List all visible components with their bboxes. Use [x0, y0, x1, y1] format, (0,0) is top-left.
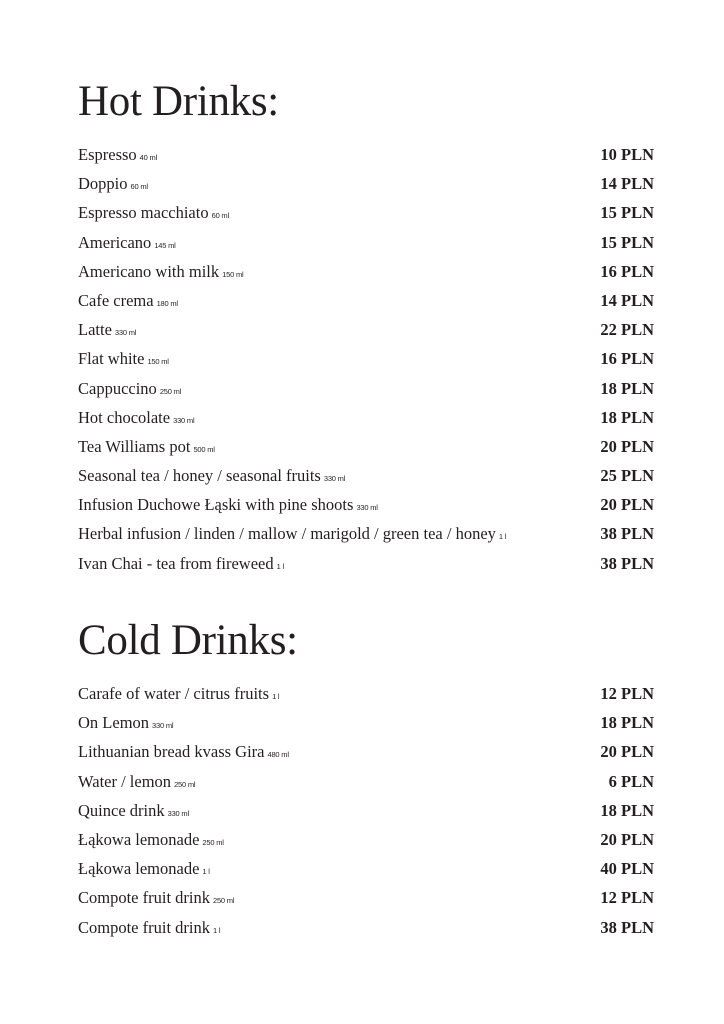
item-price: 14 PLN [600, 290, 654, 310]
item-name: Flat white [78, 349, 145, 369]
item-name: Carafe of water / citrus fruits [78, 684, 270, 703]
menu-item-label [78, 684, 279, 704]
menu-item [78, 830, 654, 859]
menu-item [78, 174, 654, 203]
item-volume: 480 ml [267, 750, 289, 760]
cold-drinks-section [78, 619, 654, 947]
menu-item-label [78, 262, 243, 282]
menu-item-label [78, 174, 148, 194]
hot-drinks-title: Hot Drinks: [78, 78, 279, 125]
menu-item-label [78, 466, 345, 486]
item-name: Doppio [78, 174, 128, 194]
item-name: Compote fruit drink [78, 917, 210, 937]
item-price: 40 PLN [600, 859, 654, 879]
item-name: Łąkowa lemonade [78, 859, 200, 879]
item-price: 20 PLN [600, 742, 654, 762]
item-volume: 150 ml [222, 269, 244, 279]
item-volume: 180 ml [156, 298, 178, 308]
item-price: 38 PLN [600, 917, 654, 937]
item-volume: 40 ml [139, 153, 158, 162]
menu-item [78, 888, 654, 917]
menu-item-label [78, 437, 215, 457]
item-volume: 330 ml [167, 808, 189, 818]
hot-drinks-list [78, 145, 654, 583]
menu-item [78, 379, 654, 408]
item-price: 15 PLN [600, 232, 654, 252]
item-price: 10 PLN [600, 145, 654, 164]
item-price: 14 PLN [600, 174, 654, 194]
item-price: 6 PLN [608, 771, 654, 791]
menu-item [78, 408, 654, 437]
item-volume: 1 l [272, 692, 280, 701]
menu-item [78, 554, 654, 583]
menu-item [78, 684, 654, 713]
cold-drinks-list [78, 684, 654, 947]
item-name: Seasonal tea / honey / seasonal fruits [78, 466, 321, 486]
menu-item-label [78, 349, 169, 369]
item-name: Water / lemon [78, 771, 172, 791]
menu-item-label [78, 320, 136, 340]
menu-item [78, 291, 654, 320]
item-price: 18 PLN [600, 407, 654, 427]
item-volume: 250 ml [202, 837, 224, 847]
item-price: 16 PLN [600, 261, 654, 281]
item-name: On Lemon [78, 713, 150, 733]
item-price: 38 PLN [600, 524, 654, 544]
item-price: 15 PLN [600, 203, 654, 223]
item-volume: 250 ml [212, 896, 235, 906]
menu-item [78, 801, 654, 830]
item-name: Espresso macchiato [78, 203, 209, 223]
item-volume: 330 ml [114, 328, 137, 338]
menu-item [78, 233, 654, 262]
item-volume: 330 ml [173, 415, 195, 425]
menu-item [78, 742, 654, 771]
menu-item-label [78, 772, 195, 792]
menu-item-label [78, 291, 178, 311]
item-name: Tea Williams pot [78, 436, 191, 456]
menu-item-label [78, 859, 210, 879]
item-name: Quince drink [78, 800, 165, 820]
item-price: 18 PLN [600, 800, 654, 820]
menu-item [78, 918, 654, 947]
item-name: Infusion Duchowe Łąski with pine shoots [78, 495, 354, 515]
menu-item-label [78, 830, 224, 850]
item-name: Hot chocolate [78, 407, 171, 427]
item-volume: 330 ml [356, 503, 378, 513]
item-price: 20 PLN [600, 436, 654, 456]
menu-item-label [78, 888, 234, 908]
menu-item [78, 713, 654, 742]
item-volume: 1 l [498, 532, 507, 542]
item-price: 20 PLN [600, 829, 654, 849]
item-name: Espresso [78, 145, 137, 164]
item-volume: 500 ml [193, 444, 215, 454]
item-volume: 250 ml [174, 779, 196, 789]
menu-item-label [78, 918, 220, 938]
item-price: 12 PLN [600, 888, 654, 908]
item-name: Americano [78, 232, 152, 252]
item-name: Łąkowa lemonade [78, 829, 200, 849]
item-volume: 60 ml [130, 182, 148, 192]
menu-item [78, 145, 654, 174]
item-price: 22 PLN [600, 320, 654, 340]
menu-item [78, 437, 654, 466]
item-volume: 150 ml [147, 357, 169, 367]
item-name: Lithuanian bread kvass Gira [78, 742, 265, 762]
menu-item [78, 203, 654, 232]
item-name: Ivan Chai - tea from fireweed [78, 553, 274, 573]
item-volume: 1 l [276, 561, 284, 571]
item-name: Compote fruit drink [78, 888, 210, 908]
item-volume: 145 ml [154, 240, 176, 250]
menu-item-label [78, 742, 289, 762]
item-volume: 60 ml [211, 211, 229, 221]
item-price: 25 PLN [600, 466, 654, 486]
menu-item-label [78, 145, 157, 165]
menu-item [78, 524, 654, 553]
menu-item-label [78, 713, 173, 733]
item-volume: 330 ml [323, 474, 346, 484]
item-price: 12 PLN [600, 684, 654, 703]
item-volume: 1 l [212, 925, 221, 935]
item-name: Latte [78, 320, 112, 340]
menu-item-label [78, 524, 506, 544]
item-name: Herbal infusion / linden / mallow / marigold / green tea / honey [78, 524, 496, 544]
menu-item [78, 262, 654, 291]
menu-item [78, 466, 654, 495]
cold-drinks-title: Cold Drinks: [78, 617, 298, 664]
menu-item [78, 772, 654, 801]
menu-item-label [78, 801, 189, 821]
item-name: Cafe crema [78, 290, 154, 310]
item-volume: 250 ml [159, 386, 182, 396]
item-volume: 1 l [202, 867, 210, 877]
menu-item [78, 859, 654, 888]
item-price: 18 PLN [600, 713, 654, 733]
menu-item-label [78, 233, 176, 253]
hot-drinks-section [78, 80, 654, 583]
menu-item-label [78, 203, 229, 223]
item-price: 18 PLN [600, 378, 654, 398]
menu-item [78, 349, 654, 378]
item-price: 20 PLN [600, 495, 654, 515]
item-name: Cappuccino [78, 378, 157, 398]
item-volume: 330 ml [152, 721, 174, 731]
item-name: Americano with milk [78, 261, 220, 281]
item-price: 38 PLN [600, 553, 654, 573]
menu-item-label [78, 408, 194, 428]
menu-item-label [78, 379, 181, 399]
menu-item-label [78, 554, 284, 574]
item-price: 16 PLN [600, 349, 654, 369]
menu-item [78, 320, 654, 349]
menu-item [78, 495, 654, 524]
menu-item-label [78, 495, 378, 515]
